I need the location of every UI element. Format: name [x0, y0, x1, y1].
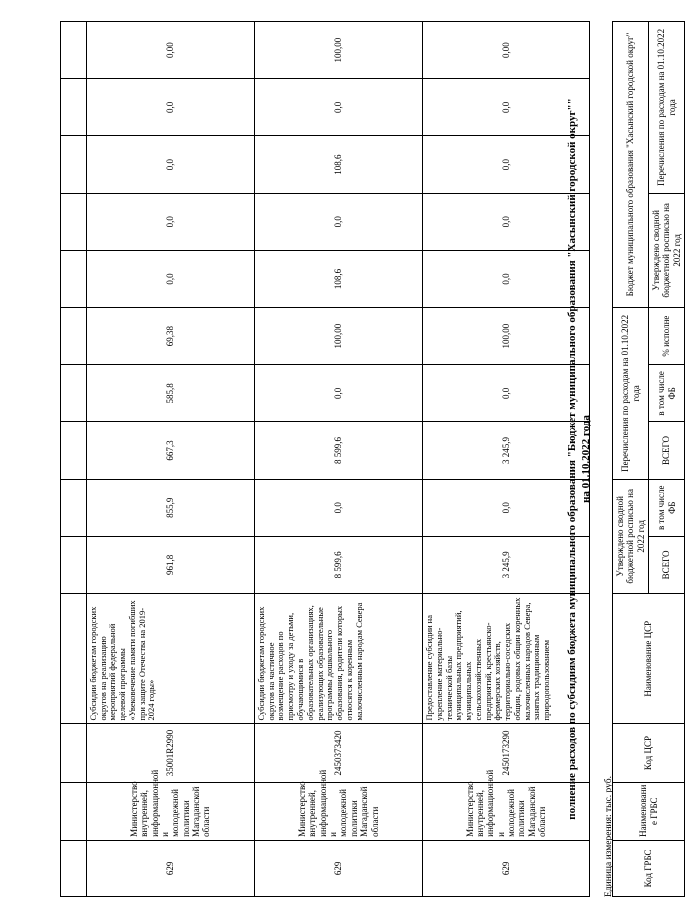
csr-description: Предоставление субсидии на укрепление материально-технической базы муниципальных предприятий, муниципальных сельскохозяйственных предприятий, крестьянско-фермерских хозяйств, территориально-соседских общин, родовых общин коренных малочисленных народов Севера, занятых традиционным природопользованием — [423, 594, 590, 724]
mun-percent: 100,00 — [254, 22, 422, 79]
mun-approved: 0,0 — [423, 250, 590, 307]
mun-approved: 108,6 — [254, 250, 422, 307]
mun-percent: 0,00 — [86, 22, 254, 79]
mun-value: 0,0 — [254, 79, 422, 136]
grbs-name: Министерство внутренней, информационной и молодежной политики Магаданской области — [254, 782, 422, 840]
csr-code: 2450373420 — [254, 724, 422, 782]
document-caption: полнение расходов по субсидиям бюджета муниципального образования "Бюджет муниципального образования "Хасынский городской округ"" — [566, 98, 578, 820]
transfers-total: 667,3 — [86, 422, 254, 479]
csr-code: 2450173290 — [423, 724, 590, 782]
table-row — [423, 22, 590, 897]
header-csr-code: Код ЦСР — [613, 724, 685, 782]
grbs-name: Министерство внутренней, информационной и молодежной политики Магаданской области — [423, 782, 590, 840]
document-caption-date: на 01.10.2022 года — [580, 415, 592, 503]
table-row — [254, 22, 422, 897]
approved-total: 3 245,9 — [423, 536, 590, 593]
grbs-code: 629 — [86, 840, 254, 896]
mun-value: 0,0 — [254, 193, 422, 250]
approved-fb: 855,9 — [86, 479, 254, 536]
csr-description: Субсидии бюджетам городских округов на реализацию мероприятий федеральной целевой программы «Увековечение памяти погибших при защите Отечества на 2019-2024 годы» — [86, 594, 254, 724]
mun-value: 0,0 — [423, 79, 590, 136]
mun-value: 0,0 — [86, 193, 254, 250]
header-incl-fb: в том числе ФБ — [649, 365, 685, 422]
mun-percent: 0,00 — [423, 22, 590, 79]
transfers-total: 8 599,6 — [254, 422, 422, 479]
mun-approved: 0,0 — [86, 250, 254, 307]
approved-fb: 0,0 — [254, 479, 422, 536]
transfers-fb: 0,0 — [423, 365, 590, 422]
header-percent: % исполне — [649, 308, 685, 365]
header-transfers: Перечисления по расходам на 01.10.2022 года — [613, 308, 649, 480]
execution-percent: 69,38 — [86, 308, 254, 365]
execution-percent: 100,00 — [254, 308, 422, 365]
transfers-fb: 585,8 — [86, 365, 254, 422]
mun-transfers: 108,6 — [254, 136, 422, 193]
csr-code: 35001R2990 — [86, 724, 254, 782]
table-row — [86, 22, 254, 897]
mun-value: 0,0 — [423, 193, 590, 250]
grbs-name: Министерство внутренней, информационной и молодежной политики Магаданской области — [86, 782, 254, 840]
csr-description: Субсидии бюджетам городских округов на частичное возмещение расходов по присмотру и уходу за детьми, обучающимися в образовательных организациях, реализующих образовательные программы дошкольного образования, родители которых относятся к коренным малочисленным народам Севера — [254, 594, 422, 724]
table-edge-row — [61, 22, 87, 897]
approved-total: 961,8 — [86, 536, 254, 593]
grbs-code: 629 — [423, 840, 590, 896]
header-total: ВСЕГО — [649, 536, 685, 593]
header-mun-budget: Бюджет муниципального образования "Хасынский городской округ" — [613, 22, 649, 308]
header-approved: Утверждено сводной бюджетной росписью на 2022 год — [613, 479, 649, 593]
header-total: ВСЕГО — [649, 422, 685, 479]
unit-label: Единица измерения: тыс. руб. — [604, 776, 614, 897]
execution-percent: 100,00 — [423, 308, 590, 365]
header-table — [612, 21, 685, 897]
header-mun-approved: Утверждено сводной бюджетной росписью на 2022 год — [649, 193, 685, 307]
approved-total: 8 599,6 — [254, 536, 422, 593]
header-grbs-name: Наименовани е ГРБС — [613, 782, 685, 840]
subsidies-table — [60, 21, 590, 897]
header-csr-name: Наименование ЦСР — [613, 594, 685, 724]
mun-value: 0,0 — [86, 79, 254, 136]
header-grbs-code: Код ГРБС — [613, 840, 685, 896]
approved-fb: 0,0 — [423, 479, 590, 536]
grbs-code: 629 — [254, 840, 422, 896]
header-mun-transfers: Перечисления по расходам на 01.10.2022 года — [649, 22, 685, 194]
header-row — [613, 22, 649, 897]
header-incl-fb: в том числе ФБ — [649, 479, 685, 536]
transfers-fb: 0,0 — [254, 365, 422, 422]
mun-transfers: 0,0 — [423, 136, 590, 193]
transfers-total: 3 245,9 — [423, 422, 590, 479]
mun-transfers: 0,0 — [86, 136, 254, 193]
